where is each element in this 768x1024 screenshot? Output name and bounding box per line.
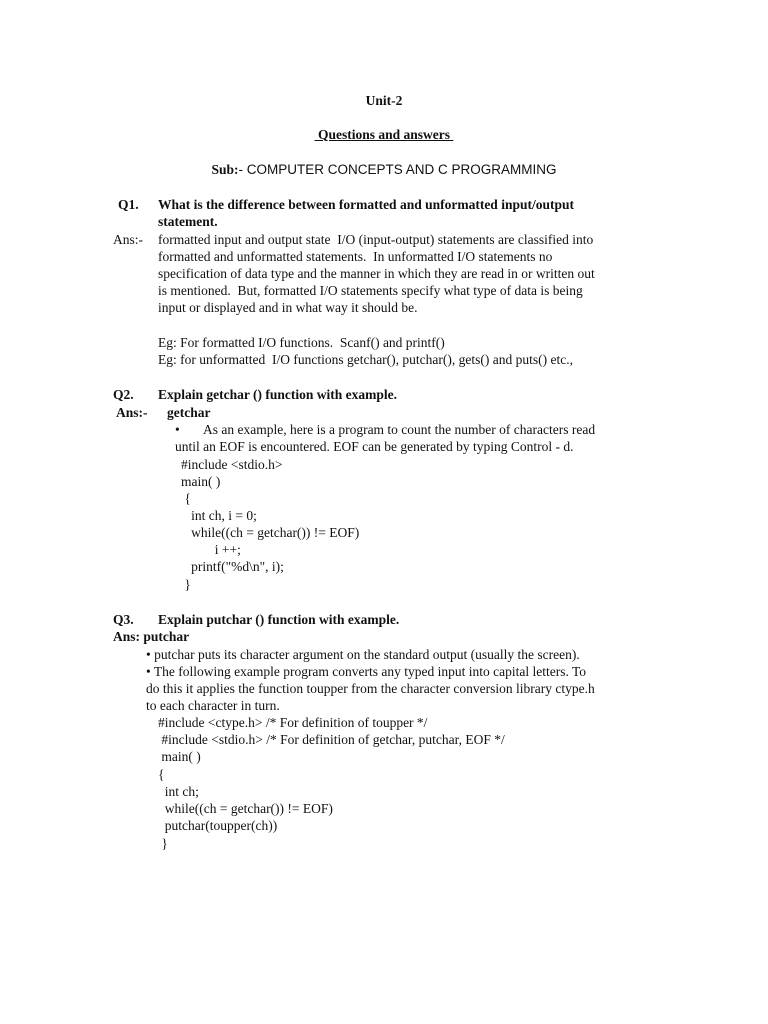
q3-ans-label: Ans: putchar xyxy=(113,629,190,644)
q2-code-line: i ++; xyxy=(181,542,241,557)
q3-code-line: while((ch = getchar()) != EOF) xyxy=(158,801,333,816)
unit-heading: Unit-2 xyxy=(365,93,403,108)
subject-line xyxy=(0,161,768,178)
q1-answer-line-1: formatted input and output state I/O (input-output) statements are classified into xyxy=(158,232,594,247)
q3-number: Q3. xyxy=(113,612,134,627)
q1-example-formatted: Eg: For formatted I/O functions. Scanf() and printf() xyxy=(158,335,445,350)
subject-label: Sub: xyxy=(211,162,239,177)
q1-question-line-2: statement. xyxy=(158,214,218,229)
q3-code-line: #include <stdio.h> /* For definition of getchar, putchar, EOF */ xyxy=(158,732,505,747)
q2-code-line: int ch, i = 0; xyxy=(181,508,257,523)
q3-bullet-line: • putchar puts its character argument on the standard output (usually the screen). xyxy=(146,647,580,662)
q1-answer-line-2: formatted and unformatted statements. In unformatted I/O statements no xyxy=(158,249,553,264)
q1-question-line-1: What is the difference between formatted and unformatted input/output xyxy=(158,197,574,212)
q2-bullet: • xyxy=(175,422,180,437)
q3-code-line: } xyxy=(158,836,168,851)
q2-ans-label: Ans:- xyxy=(116,405,148,420)
q3-text-line: to each character in turn. xyxy=(146,698,280,713)
q2-text-line-2: until an EOF is encountered. EOF can be generated by typing Control - d. xyxy=(175,439,574,454)
q1-answer-line-3: specification of data type and the manner in which they are read in or written out xyxy=(158,266,595,281)
q2-text-line-1: As an example, here is a program to count the number of characters read xyxy=(203,422,596,437)
q2-code-line: printf("%d\n", i); xyxy=(181,559,284,574)
q2-code-line: { xyxy=(181,491,191,506)
q3-code-line: { xyxy=(158,767,165,782)
q3-text-line: do this it applies the function toupper from the character conversion library ctype.h xyxy=(146,681,595,696)
q2-question: Explain getchar () function with example. xyxy=(158,387,397,402)
q3-code-line: putchar(toupper(ch)) xyxy=(158,818,278,833)
q2-number: Q2. xyxy=(113,387,134,402)
q3-code-line: int ch; xyxy=(158,784,199,799)
subject-text: - COMPUTER CONCEPTS AND C PROGRAMMING xyxy=(238,162,557,177)
q3-question: Explain putchar () function with example. xyxy=(158,612,400,627)
q2-code-line: #include <stdio.h> xyxy=(181,457,283,472)
q1-ans-label: Ans:- xyxy=(113,232,143,247)
q1-example-unformatted: Eg: for unformatted I/O functions getchar(), putchar(), gets() and puts() etc., xyxy=(158,352,573,367)
q2-code-line: } xyxy=(181,577,191,592)
q3-bullet-line: • The following example program converts any typed input into capital letters. To xyxy=(146,664,587,679)
q3-code-line: #include <ctype.h> /* For definition of toupper */ xyxy=(158,715,428,730)
q3-code-line: main( ) xyxy=(158,749,201,764)
q2-ans-title: getchar xyxy=(167,405,211,420)
doc-title: Questions and answers xyxy=(314,127,454,142)
q1-answer-line-4: is mentioned. But, formatted I/O statements specify what type of data is being xyxy=(158,283,583,298)
q2-code-line: main( ) xyxy=(181,474,221,489)
q1-answer-line-5: input or displayed and in what way it should be. xyxy=(158,300,418,315)
q2-code-line: while((ch = getchar()) != EOF) xyxy=(181,525,360,540)
q1-number: Q1. xyxy=(118,197,139,212)
